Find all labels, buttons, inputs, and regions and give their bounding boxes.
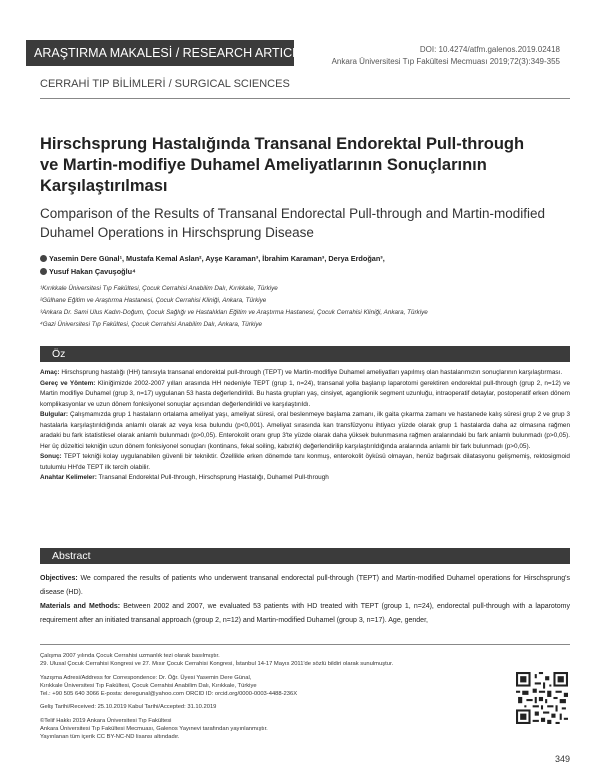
oz-bulgular: Bulgular: Çalışmamızda grup 1 hastaların ortalama ameliyat yaşı, ameliyat süresi, oral beslenmeye başlama zamanı, ilk gaita çıkarma zamanı ve hastanede kalış süresi grup 2 ve grup 3 hastalarla karşılaştırıldığında anlamlı olarak az veya kısa bulundu (p<0,001). Ameliyat sırasında kan transfüzyonu ihtiyacı yüzde olarak grup 1 hastalarda daha az olmasına rağmen aradaki bu fark istatistiksel olarak anlamlı bulunmadı (p>0,05). Enterokolit oranı grup 3'te yüzde olarak daha yüksek bulunmasına rağmen aralarındaki bu fark anlamlı bulunmadı (p>0,05). Her üç düzeltici tekniğin uzun dönem fonksiyonel sonuçları (kontinans, fekal soiling, kabızlık) değerlendirilip karşılaştırıldığında aralarında anlamlı bir fark bulunmadı (p>0,05).	[40, 411, 571, 450]
header-divider	[40, 98, 570, 99]
oz-keywords: Anahtar Kelimeler: Transanal Endorektal Pull-through, Hirschsprung Hastalığı, Duhamel Pull-through	[40, 474, 329, 481]
abstract-body	[40, 572, 570, 628]
title-english	[40, 204, 580, 242]
oz-sonuc: Sonuç: TEPT tekniği kolay uygulanabilen güvenli bir tekniktir. Özellikle erken dönemde tanı konmuş, enterokolit öyküsü olmayan, henüz bağırsak dilatasyonu gelişmemiş, rektosigmoid tutulumlu HH'de TEPT ilk tercih olabilir.	[40, 453, 570, 471]
orcid-icon[interactable]	[40, 255, 47, 262]
title-turkish	[40, 134, 580, 197]
correspondence-address: Kırıkkale Üniversitesi Tıp Fakültesi, Çocuk Cerrahisi Anabilim Dalı, Kırıkkale, Türkiye	[40, 682, 257, 689]
oz-heading-band	[40, 346, 570, 362]
affiliation: ¹Kırıkkale Üniversitesi Tıp Fakültesi, Çocuk Cerrahisi Anabilim Dalı, Kırıkkale, Türkiye	[40, 285, 278, 292]
oz-gerec: Gereç ve Yöntem: Kliniğimizde 2002-2007 yılları arasında HH nedeniyle TEPT (grup 1, n=24), transanal yolla başlanıp laparotomi gerektiren endorektal pull-through (grup 2, n=12) ve Martin modifiye Duhamel (grup 3, n=17) uygulanan 53 hasta değerlendirildi. Bu hasta grupları yaş, cinsiyet, aganglionik segment uzunluğu, intraoperatif detaylar, postoperatif erken dönem komplikasyonlar ve uzun dönem fonksiyonel sonuçlar açısından değerlendirildi ve karşılaştırıldı.	[40, 379, 571, 408]
correspondence-contact[interactable]: Tel.: +90 505 640 3066 E-posta: deregunal@yahoo.com ORCID ID: orcid.org/0000-0003-4488-236X	[40, 691, 298, 698]
oz-body	[40, 368, 570, 484]
orcid-icon[interactable]	[40, 268, 47, 275]
oz-amac: Amaç: Hirschsprung hastalığı (HH) tanısıyla transanal endorektal pull-through (TEPT) ve Martin-modifiye Duhamel ameliyatları yapılmış olan hastalarımızın sonuçlarının karşılaştırması.	[40, 369, 563, 376]
journal-citation: Ankara Üniversitesi Tıp Fakültesi Mecmuası 2019;72(3):349-355	[331, 57, 560, 66]
correspondence: Yazışma Adresi/Address for Correspondence: Dr. Öğr. Üyesi Yasemin Dere Günal,	[40, 674, 252, 681]
abstract-heading-band	[40, 548, 570, 564]
abstract-heading: Abstract	[52, 550, 91, 562]
affiliation: ²Gülhane Eğitim ve Araştırma Hastanesi, Çocuk Cerrahisi Kliniği, Ankara, Türkiye	[40, 297, 267, 304]
doi-text[interactable]: DOI: 10.4274/atfm.galenos.2019.02418	[419, 45, 560, 54]
doi-block	[332, 44, 560, 68]
oz-heading: Öz	[52, 348, 66, 360]
qr-code-icon	[516, 672, 568, 724]
footnotes	[40, 652, 490, 742]
publisher-note: Ankara Üniversitesi Tıp Fakültesi Mecmuası, Galenos Yayınevi tarafından yayınlanmıştır.	[40, 726, 268, 733]
affiliations	[40, 283, 580, 331]
section-label: CERRAHİ TIP BİLİMLERİ / SURGICAL SCIENCES	[40, 78, 290, 90]
authors-line: Yasemin Dere Günal¹, Mustafa Kemal Aslan², Ayşe Karaman³, İbrahim Karaman³, Derya Erdoğan³,	[49, 254, 385, 263]
title-tr-line: Karşılaştırılması	[40, 177, 168, 195]
affiliation: ³Ankara Dr. Sami Ulus Kadın-Doğum, Çocuk Sağlığı ve Hastalıkları Eğitim ve Araştırma Hastanesi, Çocuk Cerrahisi Kliniği, Ankara, Türkiye	[40, 309, 428, 316]
copyright: ©Telif Hakkı 2019 Ankara Üniversitesi Tıp Fakültesi	[40, 717, 172, 724]
license-note: Yayınlanan tüm içerik CC BY-NC-ND lisansı altındadır.	[40, 734, 180, 741]
footnote-divider	[40, 644, 570, 645]
title-en-line: Comparison of the Results of Transanal Endorectal Pull-through and Martin-modified	[40, 206, 546, 221]
title-en-line: Duhamel Operations in Hirschsprung Disease	[40, 225, 314, 240]
authors-line: Yusuf Hakan Çavuşoğlu⁴	[49, 267, 136, 276]
abstract-objectives: Objectives: We compared the results of patients who underwent transanal endorectal pull-through (TEPT) and Martin-modified Duhamel operations for Hirschsprung's disease (HD).	[40, 575, 570, 596]
title-tr-line: Hirschsprung Hastalığında Transanal Endorektal Pull-through	[40, 135, 525, 153]
abstract-materials: Materials and Methods: Between 2002 and 2007, we evaluated 53 patients with HD treated with TEPT (group 1, n=24), endorectal pull-through with a laparotomy requirement after an initiated transanal approach (group 2, n=12) and Martin-modified Duhamel (group 3, n=17). Age, gender,	[40, 603, 570, 624]
note-congress: 29. Ulusal Çocuk Cerrahisi Kongresi ve 27. Mısır Çocuk Cerrahisi Kongresi, İstanbul 14-17 Mayıs 2011'de sözlü bildiri olarak sunulmuştur.	[40, 661, 394, 668]
note-thesis: Çalışma 2007 yılında Çocuk Cerrahisi uzmanlık tezi olarak basılmıştır.	[40, 653, 220, 659]
affiliation: ⁴Gazi Üniversitesi Tıp Fakültesi, Çocuk Cerrahisi Anabilim Dalı, Ankara, Türkiye	[40, 321, 263, 328]
author-list	[40, 252, 580, 278]
title-tr-line: ve Martin-modifiye Duhamel Ameliyatlarının Sonuçlarının	[40, 156, 487, 174]
page-number: 349	[554, 754, 570, 764]
received-accepted-dates: Geliş Tarihi/Received: 25.10.2019 Kabul Tarihi/Accepted: 31.10.2019	[40, 704, 217, 711]
article-type-banner: ARAŞTIRMA MAKALESİ / RESEARCH ARTICLE	[26, 40, 294, 66]
